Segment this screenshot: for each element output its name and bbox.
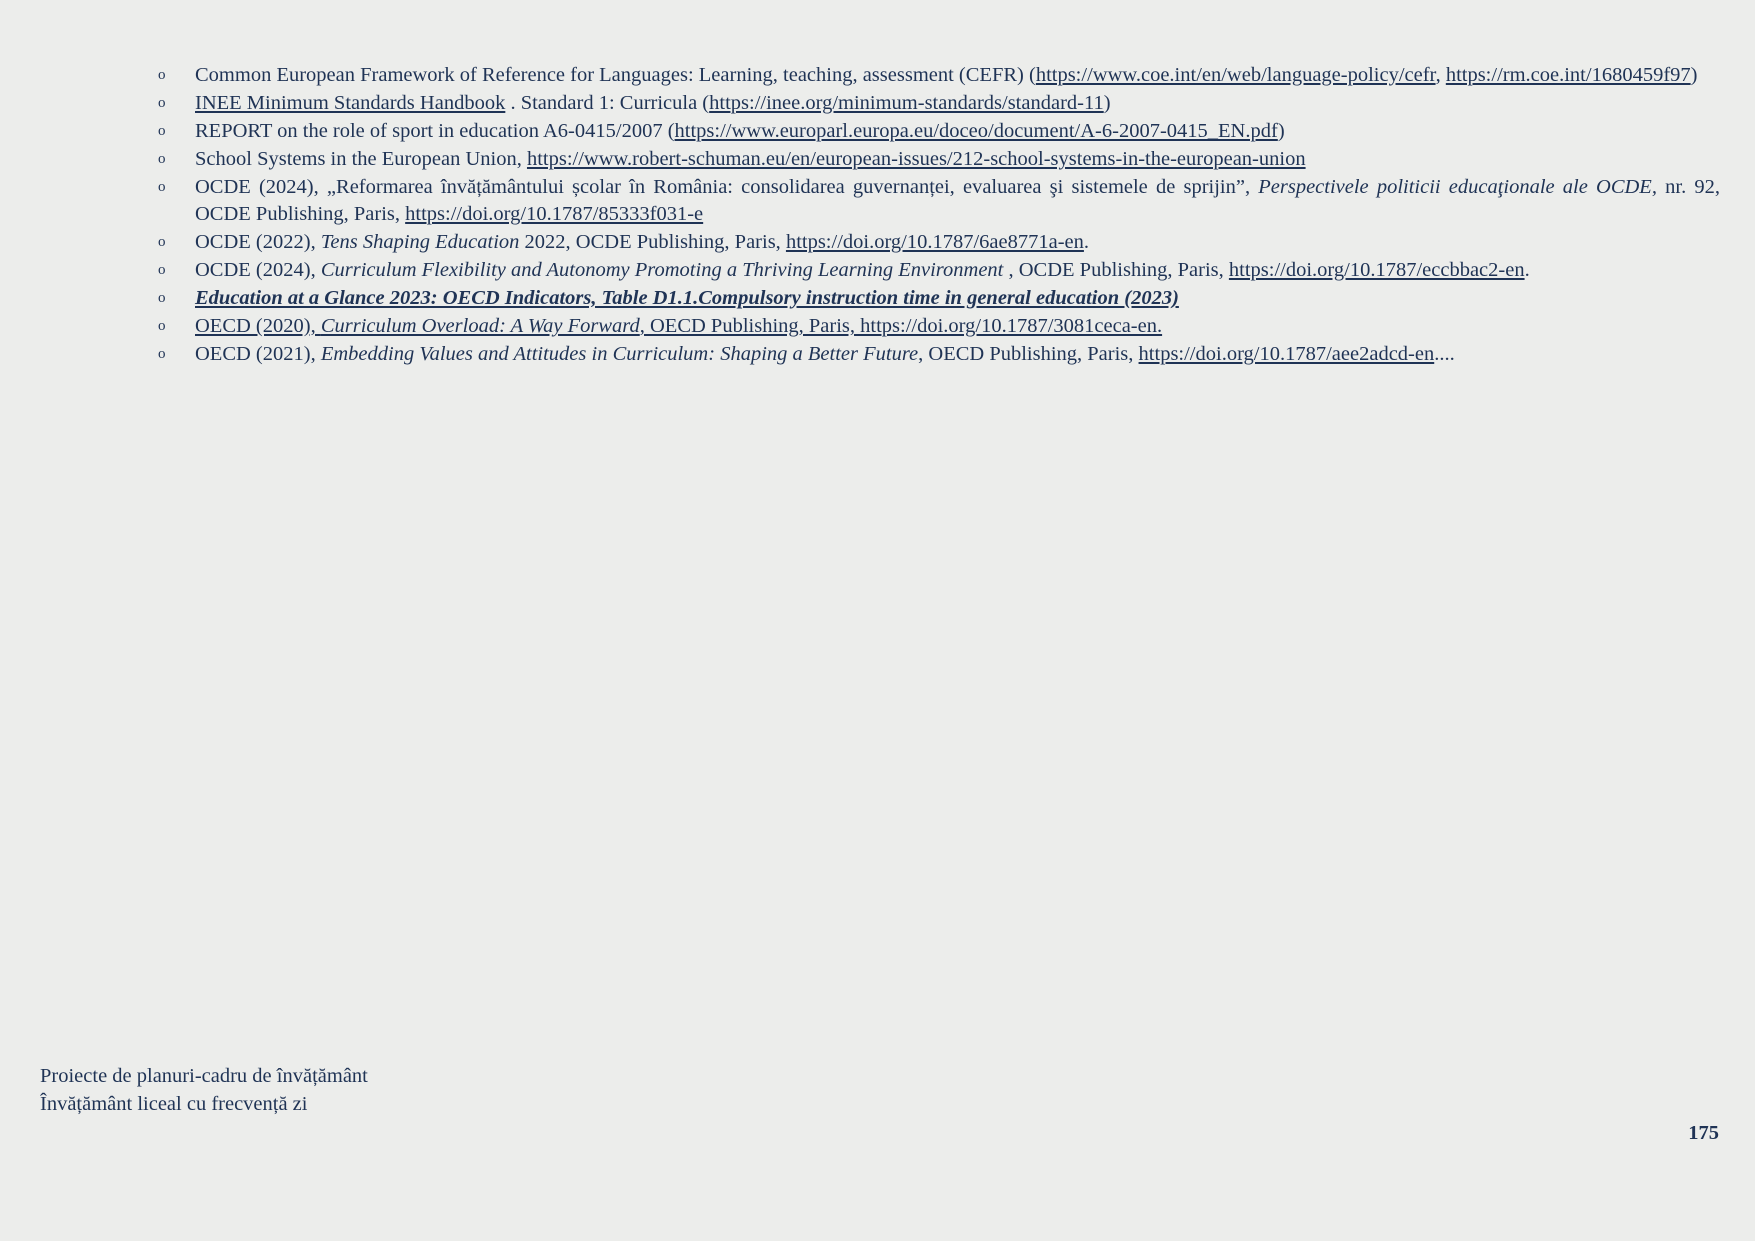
footer-line-2: Învățământ liceal cu frecvență zi bbox=[40, 1093, 308, 1115]
reference-text: OCDE (2022), bbox=[195, 231, 321, 253]
reference-text: Tens Shaping Education bbox=[320, 231, 520, 253]
reference-link[interactable]: https://www.europarl.europa.eu/doceo/document/A-6-2007-0415_EN.pdf bbox=[674, 120, 1278, 142]
reference-link[interactable]: OECD (2020), bbox=[195, 315, 321, 337]
reference-link[interactable]: https://doi.org/10.1787/6ae8771a-en bbox=[785, 231, 1084, 253]
reference-link[interactable]: INEE Minimum Standards Handbook bbox=[195, 92, 506, 114]
reference-text: .... bbox=[1434, 343, 1455, 365]
list-marker-icon: o bbox=[158, 179, 166, 195]
reference-text: . bbox=[1524, 259, 1530, 281]
reference-link[interactable]: https://www.coe.int/en/web/language-policy/cefr bbox=[1035, 64, 1436, 86]
reference-item bbox=[155, 146, 1720, 173]
reference-text: , bbox=[1435, 64, 1446, 86]
list-marker-icon: o bbox=[158, 234, 166, 250]
reference-text: , OCDE Publishing, Paris, bbox=[1003, 259, 1229, 281]
reference-link[interactable]: https://doi.org/10.1787/85333f031-e bbox=[405, 203, 704, 225]
references-section bbox=[155, 62, 1720, 369]
reference-text: School Systems in the European Union, bbox=[195, 148, 527, 170]
reference-link[interactable]: , OECD Publishing, Paris, https://doi.org/10.1787/3081ceca-en. bbox=[639, 315, 1163, 337]
reference-item bbox=[155, 257, 1720, 284]
reference-text: OECD (2021), bbox=[195, 343, 321, 365]
reference-text: . Standard 1: Curricula ( bbox=[505, 92, 710, 114]
footer-line-1: Proiecte de planuri-cadru de învățământ bbox=[40, 1065, 368, 1087]
reference-text: Curriculum Flexibility and Autonomy Promoting a Thriving Learning Environment bbox=[320, 259, 1004, 281]
reference-text: Embedding Values and Attitudes in Curriculum: Shaping a Better Future bbox=[320, 343, 919, 365]
reference-item bbox=[155, 62, 1720, 89]
reference-text: nr. 92, OCDE Publishing, Paris, bbox=[195, 176, 1720, 225]
reference-item bbox=[155, 341, 1720, 368]
list-marker-icon: o bbox=[158, 318, 166, 334]
reference-text: , OECD Publishing, Paris, bbox=[918, 343, 1139, 365]
reference-text: OCDE (2024), bbox=[195, 259, 321, 281]
reference-link[interactable]: https://rm.coe.int/1680459f97 bbox=[1445, 64, 1691, 86]
reference-item bbox=[155, 229, 1720, 256]
list-marker-icon: o bbox=[158, 67, 166, 83]
reference-item bbox=[155, 313, 1720, 340]
page-footer bbox=[40, 1062, 368, 1118]
list-marker-icon: o bbox=[158, 95, 166, 111]
reference-list bbox=[155, 62, 1720, 368]
reference-item bbox=[155, 118, 1720, 145]
list-marker-icon: o bbox=[158, 123, 166, 139]
reference-text: ) bbox=[1690, 64, 1698, 86]
reference-text: OCDE (2024), „Reformarea învățământului școlar în România: consolidarea guvernanței, evaluarea şi sistemele de sprijin”, bbox=[195, 176, 1259, 198]
reference-text: Perspectivele politicii educaţionale ale OCDE, bbox=[1258, 176, 1657, 198]
reference-link[interactable]: https://www.robert-schuman.eu/en/european-issues/212-school-systems-in-the-european-union bbox=[526, 148, 1306, 170]
list-marker-icon: o bbox=[158, 262, 166, 278]
reference-link[interactable]: Education at a Glance 2023: OECD Indicators, Table D1.1.Compulsory instruction time in general education (2023) bbox=[195, 287, 1179, 309]
reference-text: Common European Framework of Reference for Languages: Learning, teaching, assessment (CEFR) ( bbox=[195, 64, 1036, 86]
reference-link[interactable]: https://doi.org/10.1787/aee2adcd-en bbox=[1138, 343, 1435, 365]
reference-link[interactable]: https://inee.org/minimum-standards/standard-11 bbox=[709, 92, 1104, 114]
list-marker-icon: o bbox=[158, 290, 166, 306]
list-marker-icon: o bbox=[158, 151, 166, 167]
reference-item bbox=[155, 285, 1720, 312]
page-number: 175 bbox=[1688, 1122, 1719, 1144]
reference-text: . bbox=[1083, 231, 1090, 253]
reference-text: REPORT on the role of sport in education A6-0415/2007 ( bbox=[195, 120, 675, 142]
reference-link[interactable]: Curriculum Overload: A Way Forward bbox=[320, 315, 640, 337]
reference-text: ) bbox=[1103, 92, 1111, 114]
reference-item bbox=[155, 90, 1720, 117]
list-marker-icon: o bbox=[158, 346, 166, 362]
reference-item bbox=[155, 174, 1720, 228]
reference-text: 2022, OCDE Publishing, Paris, bbox=[519, 231, 786, 253]
reference-text: ) bbox=[1277, 120, 1285, 142]
reference-link[interactable]: https://doi.org/10.1787/eccbbac2-en bbox=[1228, 259, 1525, 281]
